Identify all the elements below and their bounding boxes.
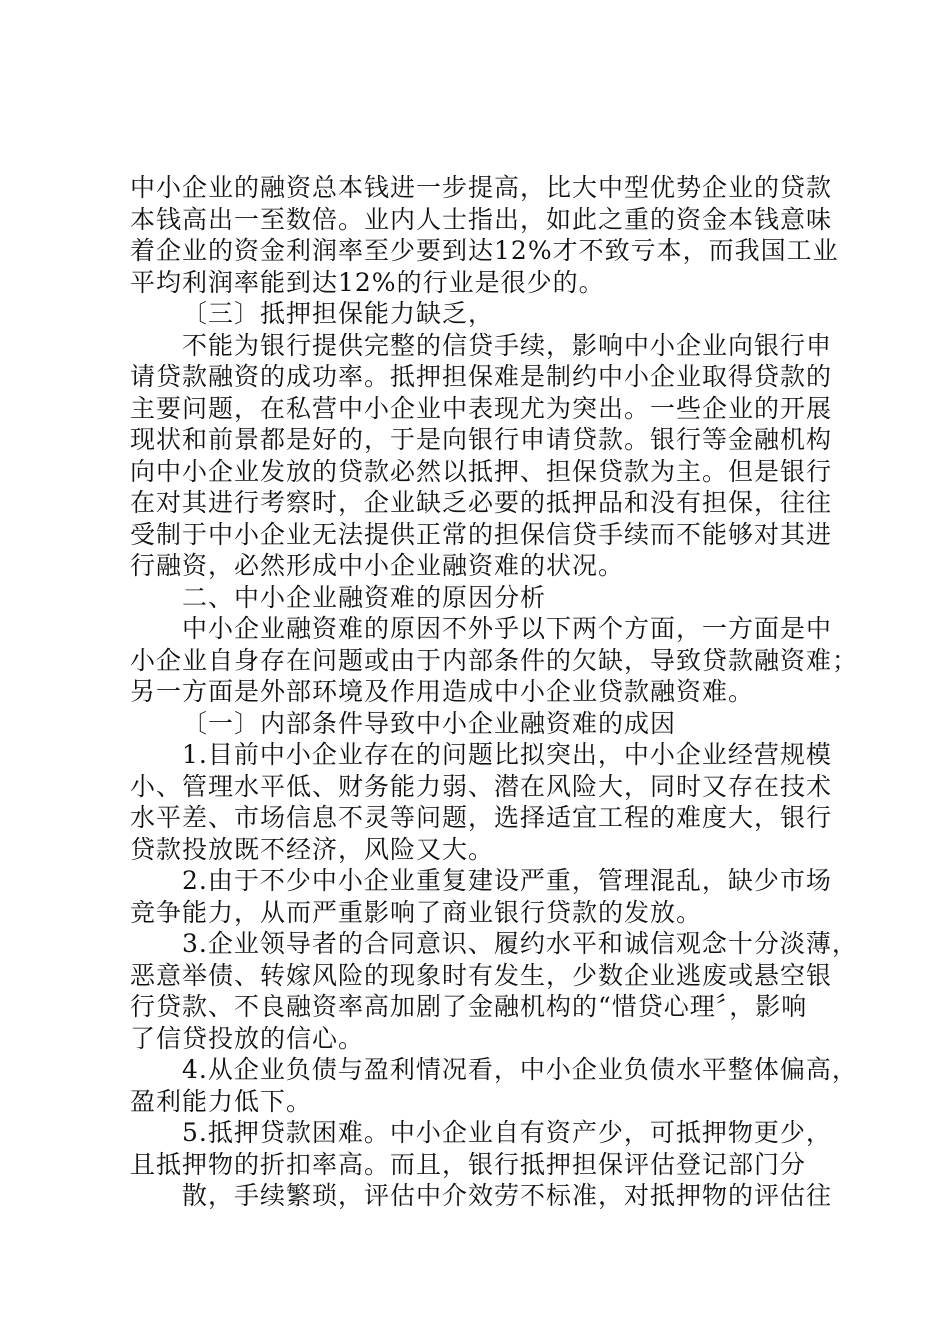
section-heading: 二、中小企业融资难的原因分析 [182, 582, 547, 612]
text-line: 本钱高出一至数倍。业内人士指出，如此之重的资金本钱意味 [130, 204, 833, 234]
text-line: 散，手续繁琐，评估中介效劳不标准，对抵押物的评估往 [182, 1181, 833, 1210]
text-line: 向中小企业发放的贷款必然以抵押、担保贷款为主。但是银行 [130, 456, 833, 486]
text-line: 受制于中小企业无法提供正常的担保信贷手续而不能够对其进 [130, 519, 833, 549]
text-line: 且抵押物的折扣率高。而且，银行抵押担保评估登记部门分 [130, 1149, 807, 1179]
text-line: 主要问题，在私营中小企业中表现尤为突出。一些企业的开展 [130, 393, 833, 423]
text-line: 平均利润率能到达12%的行业是很少的。 [130, 267, 605, 297]
text-line: 行融资，必然形成中小企业融资难的状况。 [130, 551, 625, 580]
text-line: 贷款投放既不经济，风险又大。 [130, 834, 495, 864]
text-line: 水平差、市场信息不灵等问题，选择适宜工程的难度大，银行 [130, 803, 833, 832]
text-line: 小、管理水平低、财务能力弱、潜在风险大，同时又存在技术 [130, 771, 833, 801]
text-line: 中小企业的融资总本钱进一步提高，比大中型优势企业的贷款 [130, 173, 833, 202]
text-line: 了信贷投放的信心。 [130, 1023, 365, 1053]
list-item: 2.由于不少中小企业重复建设严重，管理混乱，缺少市场 [182, 866, 832, 895]
text-line: 在对其进行考察时，企业缺乏必要的抵押品和没有担保，往往 [130, 488, 833, 517]
list-item: 1.目前中小企业存在的问题比拟突出，中小企业经营规模 [182, 740, 832, 769]
document-body [130, 172, 859, 1212]
text-line: 恶意举债、转嫁风险的现象时有发生，少数企业逃废或悬空银 [130, 960, 833, 990]
text-line: 请贷款融资的成功率。抵押担保难是制约中小企业取得贷款的 [130, 362, 833, 391]
text-line: 中小企业融资难的原因不外乎以下两个方面，一方面是中 [182, 614, 833, 643]
list-item: 3.企业领导者的合同意识、履约水平和诚信观念十分淡薄， [182, 929, 858, 958]
section-heading: 〔一〕内部条件导致中小企业融资难的成因 [182, 708, 677, 738]
text-line: 行贷款、不良融资率高加剧了金融机构的“惜贷心理〞，影响 [130, 992, 808, 1021]
section-heading: 〔三〕抵押担保能力缺乏， [182, 299, 495, 328]
text-line: 现状和前景都是好的，于是向银行申请贷款。银行等金融机构 [130, 425, 833, 454]
list-item: 5.抵押贷款困难。中小企业自有资产少，可抵押物更少， [182, 1118, 832, 1147]
text-line: 着企业的资金利润率至少要到达12%才不致亏本，而我国工业 [130, 236, 839, 265]
list-item: 4.从企业负债与盈利情况看，中小企业负债水平整体偏高， [182, 1055, 858, 1084]
text-line: 竞争能力，从而严重影响了商业银行贷款的发放。 [130, 897, 703, 927]
text-line: 小企业自身存在问题或由于内部条件的欠缺，导致贷款融资难； [130, 645, 859, 675]
text-line: 盈利能力低下。 [130, 1086, 313, 1116]
text-line: 不能为银行提供完整的信贷手续，影响中小企业向银行申 [182, 330, 833, 360]
text-line: 另一方面是外部环境及作用造成中小企业贷款融资难。 [130, 677, 755, 706]
